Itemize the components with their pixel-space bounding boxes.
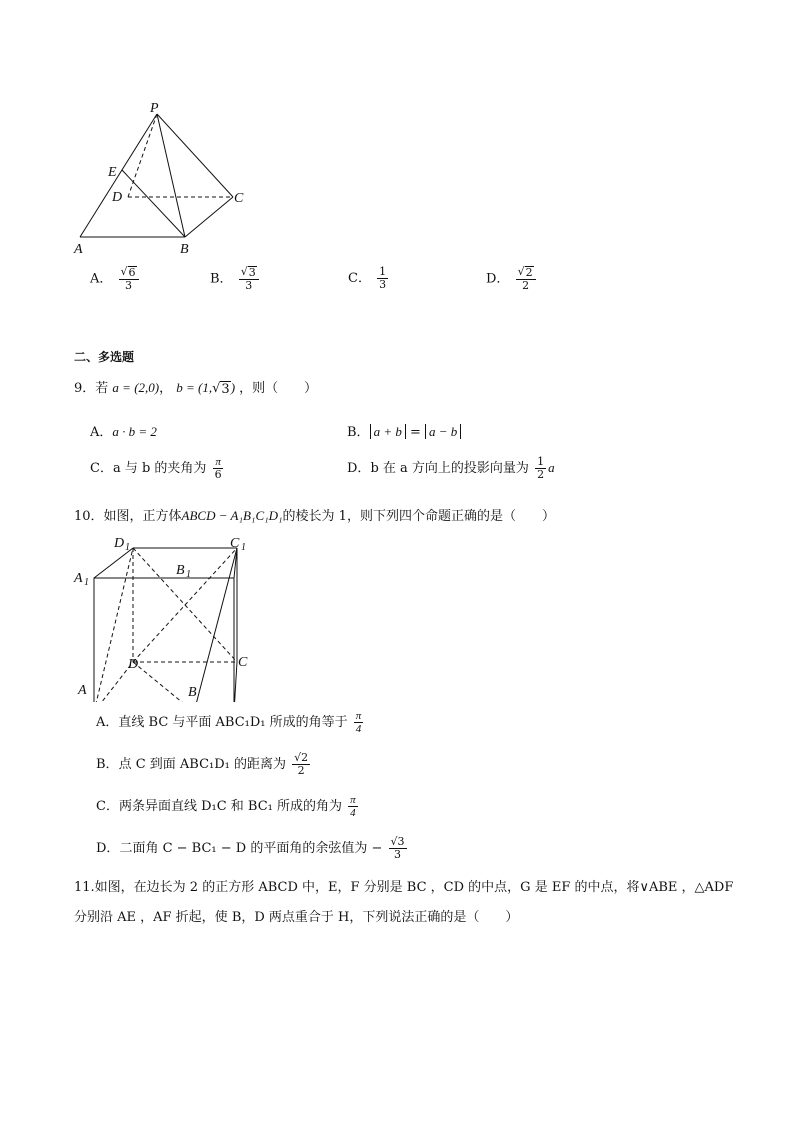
q10-option-d: D．二面角 C − BC₁ − D 的平面角的余弦值为 − $\frac{√3}{3}$ xyxy=(96,835,405,862)
label-C: C xyxy=(238,655,248,670)
label-D1-sub: 1 xyxy=(125,542,130,553)
q8-option-a: A． √ 6 3 xyxy=(90,266,141,292)
q8-option-c: C． $\frac{1}{3}$ xyxy=(348,265,387,292)
label-B1: B xyxy=(176,563,185,578)
q9-option-c: C．a 与 b 的夹角为 $\frac{\pi}{6}$ xyxy=(90,456,222,482)
q11-stem-line1: 11.如图，在边长为 2 的正方形 ABCD 中，E，F 分别是 BC ，CD 的中点，G 是 EF 的中点，将∨ABE ，△ADF xyxy=(74,880,734,895)
label-C1-sub: 1 xyxy=(241,542,246,553)
q11-stem-line2: 分别沿 AE ，AF 折起，使 B，D 两点重合于 H，下列说法正确的是（ ） xyxy=(74,910,519,925)
section-heading: 二、多选题 xyxy=(74,350,135,364)
q10-option-a: A．直线 BC 与平面 ABC₁D₁ 所成的角等于 $\frac{\pi}{4}$ xyxy=(96,710,362,736)
q10-stem: 10．如图，正方体ABCD − A₁B₁C₁D₁的棱长为 1，则下列四个命题正确的是（ ） xyxy=(74,508,555,524)
q10-option-c: C．两条异面直线 D₁C 和 BC₁ 所成的角为 $\frac{\pi}{4}$ xyxy=(96,794,356,820)
label-E: E xyxy=(108,165,117,180)
label-D: D xyxy=(112,190,123,205)
label-B: B xyxy=(188,685,197,700)
label-C: C xyxy=(234,191,244,206)
q9-option-b: B． a + b = a − b xyxy=(347,421,461,440)
label-P: P xyxy=(150,101,159,116)
label-A: A xyxy=(78,683,87,698)
label-C1: C xyxy=(230,536,240,551)
q10-option-b: B．点 C 到面 ABC₁D₁ 的距离为 $\frac{√2}{2}$ xyxy=(96,751,309,778)
label-B: B xyxy=(180,242,189,257)
q8-option-b: B． √ 3 3 xyxy=(210,266,261,292)
label-A: A xyxy=(74,242,83,257)
q9-stem: 9．若 a = (2,0)， b = (1,√ 3 ) ，则（ ） xyxy=(74,380,318,397)
label-A1-sub: 1 xyxy=(84,577,89,588)
label-B1-sub: 1 xyxy=(186,569,191,580)
cube-figure xyxy=(70,532,270,702)
q9-option-a: A．a · b = 2 xyxy=(90,424,157,440)
label-A1: A xyxy=(74,571,83,586)
pyramid-figure xyxy=(70,100,260,260)
label-D: D xyxy=(128,657,139,672)
q9-option-d: D．b 在 a 方向上的投影向量为 $\frac{1}{2}$ a xyxy=(347,455,555,482)
q8-option-d: D． √ 2 2 xyxy=(486,266,538,292)
label-D1: D xyxy=(114,536,125,551)
